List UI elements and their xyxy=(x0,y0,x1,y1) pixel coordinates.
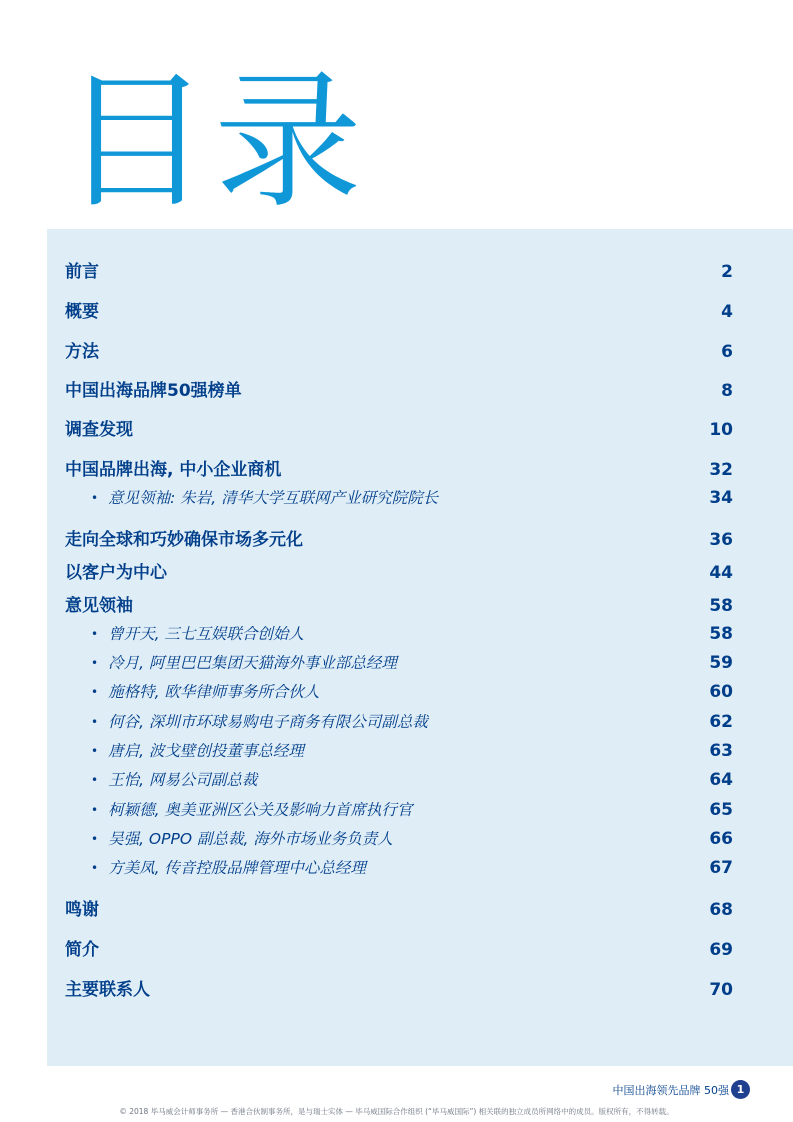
toc-subentry[interactable] xyxy=(91,739,733,761)
toc-entry-page: 68 xyxy=(709,900,733,920)
toc-entry-page: 8 xyxy=(721,381,733,401)
toc-entry[interactable] xyxy=(65,376,733,401)
toc-entry[interactable] xyxy=(65,558,733,583)
toc-entry-page: 70 xyxy=(709,980,733,1000)
toc-subentry-page: 64 xyxy=(709,770,733,790)
toc-entry-label: 中国品牌出海, 中小企业商机 xyxy=(65,460,282,480)
toc-entry[interactable] xyxy=(65,591,733,616)
toc-subentry-label: 冷月, 阿里巴巴集团天猫海外事业部总经理 xyxy=(108,654,397,672)
copyright-notice: © 2018 毕马威会计师事务所 — 香港合伙制事务所，是与瑞士实体 — 毕马威国际合作组织 (“毕马威国际”) 相关联的独立成员所网络中的成员。版权所有，不得转载。 xyxy=(119,1107,674,1116)
footer-brand: 中国出海领先品牌 50强 xyxy=(612,1084,729,1097)
toc-entry-label: 以客户为中心 xyxy=(65,563,167,583)
toc-entry-label: 中国出海品牌50强榜单 xyxy=(65,381,242,401)
bullet-icon: • xyxy=(91,832,99,846)
toc-subentry-label: 柯颖德, 奥美亚洲区公关及影响力首席执行官 xyxy=(108,801,413,819)
toc-subentry-label: 曾开天, 三七互娱联合创始人 xyxy=(108,625,304,643)
toc-entry-label: 主要联系人 xyxy=(65,980,150,1000)
toc-entry[interactable] xyxy=(65,257,733,282)
toc-subentry[interactable] xyxy=(91,710,733,732)
toc-subentry-page: 58 xyxy=(709,624,733,644)
bullet-icon: • xyxy=(91,627,99,641)
toc-subentry[interactable] xyxy=(91,798,733,820)
toc-subentry-label: 施格特, 欧华律师事务所合伙人 xyxy=(108,683,320,701)
toc-subentry-page: 60 xyxy=(709,682,733,702)
toc-subentry-page: 63 xyxy=(709,741,733,761)
toc-entry-page: 36 xyxy=(709,530,733,550)
toc-subentry-label: 何谷, 深圳市环球易购电子商务有限公司副总裁 xyxy=(108,713,428,731)
toc-subentry-page: 34 xyxy=(709,488,733,508)
toc-subentry-label: 唐启, 波戈壁创投董事总经理 xyxy=(108,742,304,760)
toc-subentry[interactable] xyxy=(91,622,733,644)
bullet-icon: • xyxy=(91,773,99,787)
toc-entry[interactable] xyxy=(65,525,733,550)
bullet-icon: • xyxy=(91,685,99,699)
toc-entry[interactable] xyxy=(65,455,733,480)
toc-entry-page: 44 xyxy=(709,563,733,583)
toc-entry-label: 简介 xyxy=(65,940,99,960)
bullet-icon: • xyxy=(91,491,99,505)
toc-entry-page: 4 xyxy=(721,302,733,322)
toc-subentry-label: 吴强, OPPO 副总裁, 海外市场业务负责人 xyxy=(108,830,393,848)
bullet-icon: • xyxy=(91,744,99,758)
bullet-icon: • xyxy=(91,656,99,670)
toc-subentry-label: 意见领袖: 朱岩, 清华大学互联网产业研究院院长 xyxy=(108,489,439,507)
bullet-icon: • xyxy=(91,803,99,817)
toc-subentry-label: 方美凤, 传音控股品牌管理中心总经理 xyxy=(108,859,366,877)
toc-entry-label: 前言 xyxy=(65,262,99,282)
toc-entry-label: 方法 xyxy=(65,342,99,362)
bullet-icon: • xyxy=(91,861,99,875)
toc-subentry-page: 67 xyxy=(709,858,733,878)
toc-entry-label: 概要 xyxy=(65,302,99,322)
toc-subentry[interactable] xyxy=(91,651,733,673)
toc-entry-label: 走向全球和巧妙确保市场多元化 xyxy=(65,530,303,550)
toc-subentry-label: 王怡, 网易公司副总裁 xyxy=(108,771,258,789)
toc-subentry-page: 62 xyxy=(709,712,733,732)
toc-entry-page: 2 xyxy=(721,262,733,282)
toc-entry[interactable] xyxy=(65,975,733,1000)
toc-entry-label: 调查发现 xyxy=(65,420,133,440)
toc-entry[interactable] xyxy=(65,297,733,322)
toc-subentry-page: 66 xyxy=(709,829,733,849)
toc-entry-page: 10 xyxy=(709,420,733,440)
page-number-badge: 1 xyxy=(731,1080,750,1099)
toc-entry-label: 鸣谢 xyxy=(65,900,99,920)
toc-subentry-page: 65 xyxy=(709,800,733,820)
toc-entry[interactable] xyxy=(65,415,733,440)
toc-subentry[interactable] xyxy=(91,856,733,878)
toc-subentry[interactable] xyxy=(91,827,733,849)
toc-subentry[interactable] xyxy=(91,680,733,702)
toc-entry-page: 32 xyxy=(709,460,733,480)
toc-panel xyxy=(47,229,793,1066)
toc-subentry[interactable] xyxy=(91,486,733,508)
page-title: 目录 xyxy=(62,56,366,228)
toc-subentry[interactable] xyxy=(91,768,733,790)
toc-entry-page: 69 xyxy=(709,940,733,960)
toc-entry-label: 意见领袖 xyxy=(65,596,133,616)
toc-entry[interactable] xyxy=(65,935,733,960)
toc-entry-page: 6 xyxy=(721,342,733,362)
bullet-icon: • xyxy=(91,715,99,729)
toc-entry-page: 58 xyxy=(709,596,733,616)
toc-entry[interactable] xyxy=(65,895,733,920)
toc-subentry-page: 59 xyxy=(709,653,733,673)
toc-entry[interactable] xyxy=(65,337,733,362)
